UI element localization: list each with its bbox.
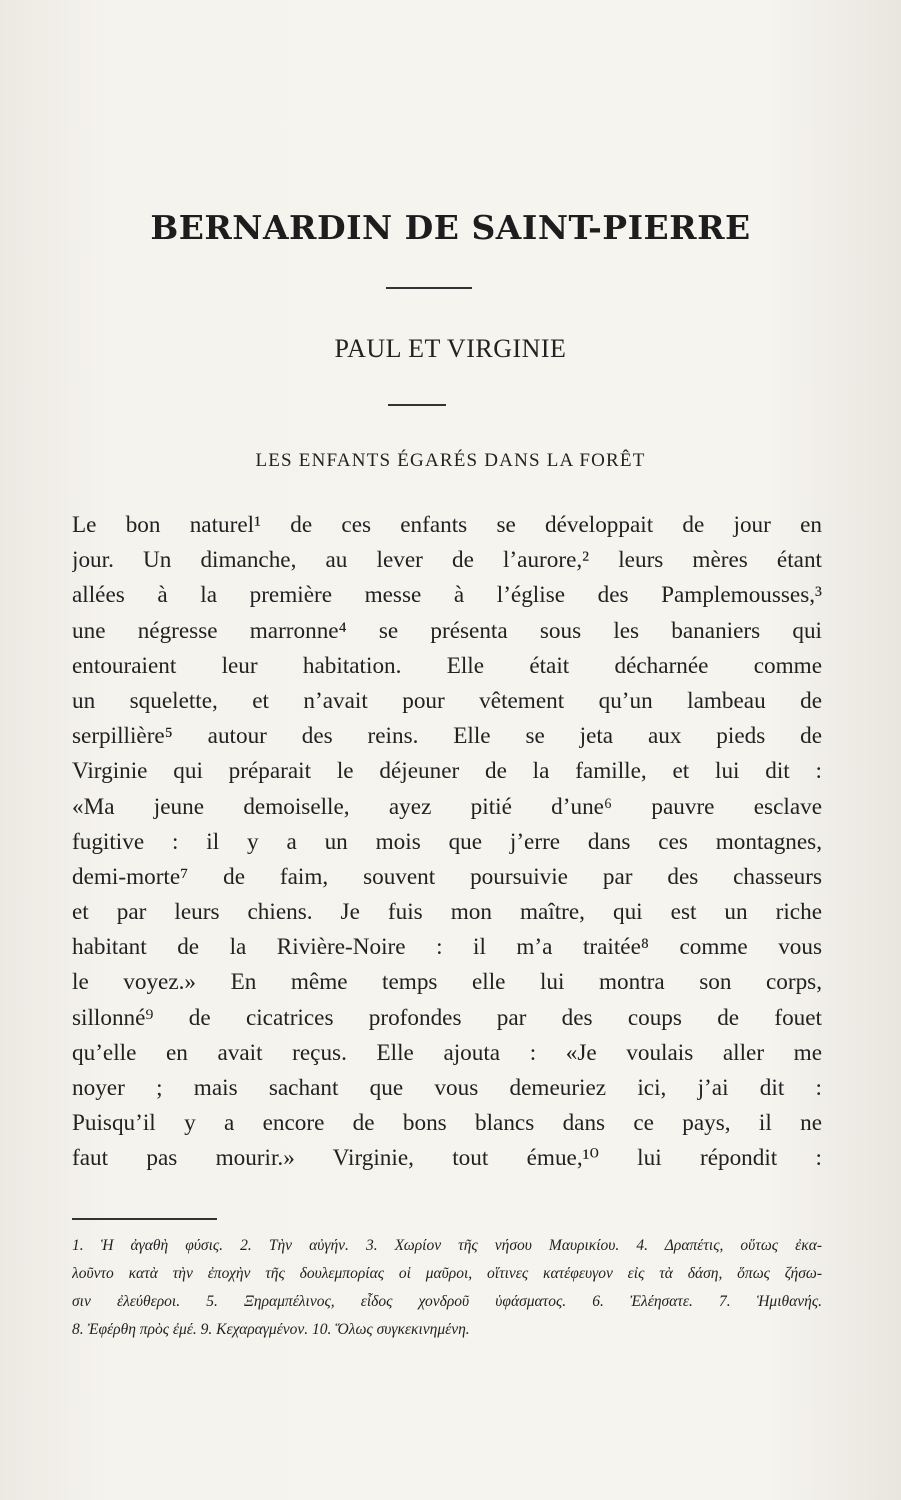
footnote-line: 8. Ἐφέρθη πρὸς ἐμέ. 9. Κεχαραγμένον. 10. Ὅλως συγκεκινημένη. [72, 1321, 470, 1338]
body-line: habitant de la Rivière-Noire : il m’a traitée⁸ comme vous [72, 934, 822, 961]
body-line: entouraient leur habitation. Elle était décharnée comme [72, 652, 822, 679]
body-line: et par leurs chiens. Je fuis mon maître, qui est un riche [72, 899, 822, 926]
body-line: le voyez.» En même temps elle lui montra son corps, [72, 969, 822, 996]
body-line: demi-morte⁷ de faim, souvent poursuivie par des chasseurs [72, 863, 822, 890]
body-line: une négresse marronne⁴ se présenta sous les bananiers qui [72, 617, 822, 644]
body-line: Le bon naturel¹ de ces enfants se développait de jour en [72, 512, 822, 538]
footnote-line: σιν ἐλεύθεροι. 5. Ξηραμπέλινος, εἶδος χονδροῦ ὑφάσματος. 6. Ἐλέησατε. 7. Ἡμιθανής. [72, 1293, 822, 1310]
footnote-line: λοῦντο κατὰ τὴν ἐποχὴν τῆς δουλεμπορίας οἱ μαῦροι, οἵτινες κατέφευγον εἰς τὰ δάση, ὅπως ζήσω- [72, 1265, 822, 1282]
body-line: Virginie qui préparait le déjeuner de la famille, et lui dit : [72, 758, 822, 785]
footnote-line: 1. Ἡ ἀγαθὴ φύσις. 2. Τὴν αὐγήν. 3. Χωρίον τῆς νήσου Μαυρικίου. 4. Δραπέτις, οὕτως ἐκα- [72, 1237, 822, 1254]
body-line: faut pas mourir.» Virginie, tout émue,¹⁰ lui répondit : [72, 1145, 822, 1172]
body-line: jour. Un dimanche, au lever de l’aurore,² leurs mères étant [72, 547, 822, 574]
section-title: LES ENFANTS ÉGARÉS DANS LA FORÊT [255, 450, 646, 471]
body-line: serpillière⁵ autour des reins. Elle se jeta aux pieds de [72, 723, 822, 750]
footnote-divider [72, 1218, 217, 1220]
author-heading: BERNARDIN DE SAINT-PIERRE [150, 208, 751, 247]
title-divider [386, 287, 472, 289]
subtitle-divider [388, 404, 446, 406]
body-line: Puisqu’il y a encore de bons blancs dans ce pays, il ne [72, 1110, 822, 1137]
body-line: fugitive : il y a un mois que j’erre dans ces montagnes, [72, 828, 822, 855]
body-line: sillonné⁹ de cicatrices profondes par des coups de fouet [72, 1004, 822, 1031]
body-line: noyer ; mais sachant que vous demeuriez ici, j’ai dit : [72, 1075, 822, 1101]
work-title: PAUL ET VIRGINIE [334, 334, 567, 363]
body-line: un squelette, et n’avait pour vêtement qu’un lambeau de [72, 687, 822, 714]
body-text [72, 508, 822, 1177]
body-line: allées à la première messe à l’église des Pamplemousses,³ [72, 582, 822, 609]
footnotes [72, 1232, 822, 1344]
body-line: «Ma jeune demoiselle, ayez pitié d’une⁶ pauvre esclave [72, 793, 822, 820]
body-line: qu’elle en avait reçus. Elle ajouta : «Je voulais aller me [72, 1039, 822, 1066]
